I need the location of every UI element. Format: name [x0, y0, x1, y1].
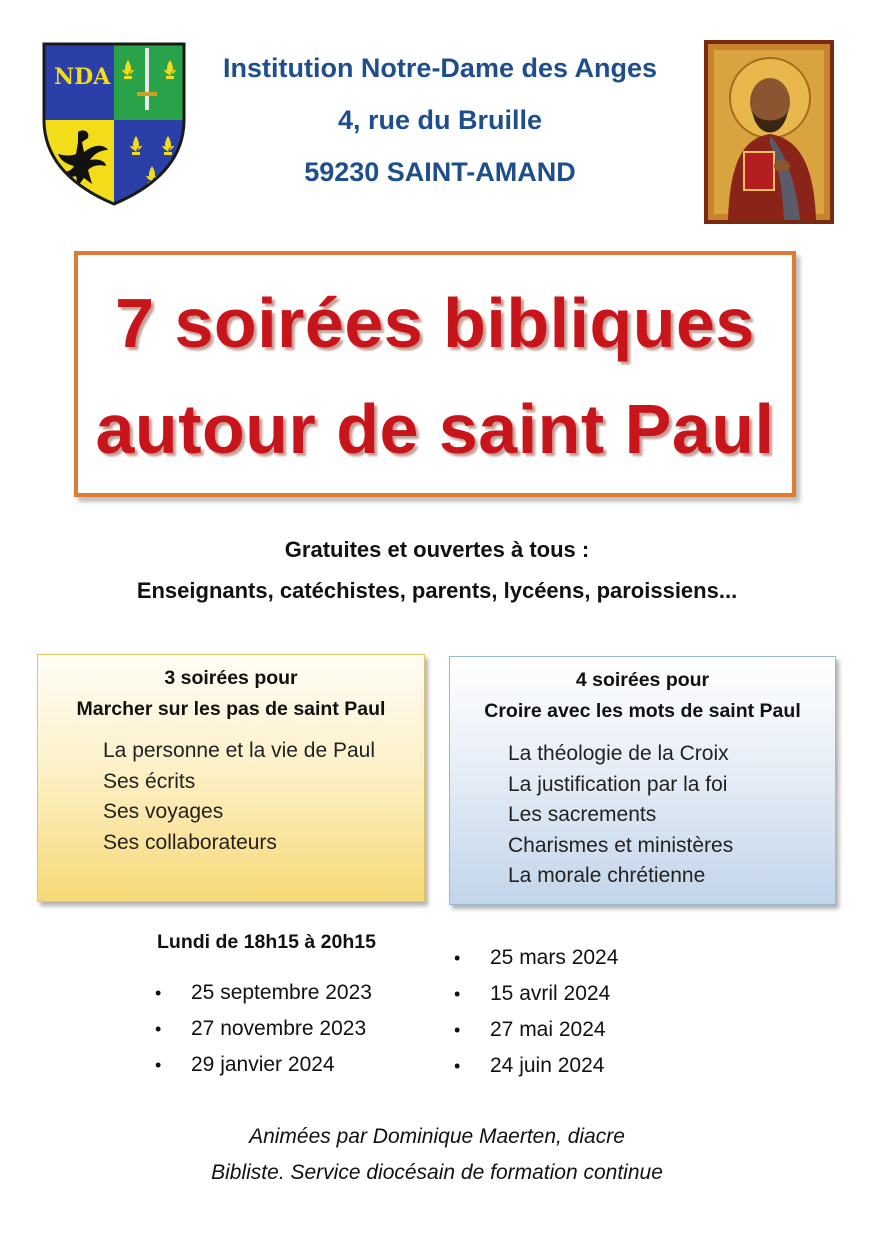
panel-marcher: [37, 654, 425, 902]
date-text: 15 avril 2024: [490, 982, 611, 1005]
footer-line-1: Animées par Dominique Maerten, diacre: [249, 1125, 625, 1148]
list-item: La justification par la foi: [508, 772, 728, 796]
panel-croire: [449, 656, 836, 905]
street-address: 4, rue du Bruille: [337, 105, 543, 135]
panel-left-heading-1: 3 soirées pour: [164, 667, 298, 689]
panel-right-topics: [508, 739, 733, 892]
list-item: La théologie de la Croix: [508, 742, 729, 765]
list-item: La morale chrétienne: [508, 864, 706, 887]
header-address: [190, 44, 690, 200]
bullet-icon: •: [454, 948, 461, 968]
bullet-icon: •: [454, 984, 461, 1004]
list-item: Ses voyages: [103, 800, 224, 823]
date-text: 24 juin 2024: [490, 1054, 605, 1077]
list-item: Charismes et ministères: [508, 833, 734, 857]
list-item: Ses collaborateurs: [103, 830, 277, 854]
bullet-icon: •: [155, 1019, 162, 1039]
panel-left-heading-2: Marcher sur les pas de saint Paul: [76, 698, 386, 720]
saint-paul-icon: [704, 40, 834, 224]
date-text: 29 janvier 2024: [191, 1053, 335, 1076]
list-item: Les sacrements: [508, 803, 657, 826]
date-text: 25 mars 2024: [490, 946, 619, 969]
bullet-icon: •: [454, 1020, 461, 1040]
bullet-icon: •: [155, 983, 162, 1003]
schedule-time: Lundi de 18h15 à 20h15: [157, 931, 376, 953]
intro-line-2: Enseignants, catéchistes, parents, lycéens, paroissiens...: [136, 578, 738, 603]
list-item: Ses écrits: [103, 769, 196, 793]
bullet-icon: •: [155, 1055, 162, 1075]
footer-line-2: Bibliste. Service diocésain de formation continue: [211, 1161, 663, 1184]
panel-right-heading-2: Croire avec les mots de saint Paul: [484, 700, 801, 722]
date-text: 27 mai 2024: [490, 1018, 606, 1041]
intro-line-1: Gratuites et ouvertes à tous :: [284, 537, 590, 562]
crest-shield-icon: [40, 40, 188, 208]
list-item: La personne et la vie de Paul: [103, 739, 376, 762]
crest-letters: NDA: [54, 64, 111, 90]
panel-right-heading-1: 4 soirées pour: [575, 669, 710, 691]
date-text: 25 septembre 2023: [191, 981, 372, 1004]
bullet-icon: •: [454, 1056, 461, 1076]
title-box: [74, 251, 796, 497]
title-line-1: 7 soirées bibliques: [115, 284, 755, 362]
title-line-2: autour de saint Paul: [95, 390, 775, 468]
city-address: 59230 SAINT-AMAND: [304, 157, 576, 187]
panel-left-topics: [103, 736, 375, 858]
date-text: 27 novembre 2023: [191, 1017, 367, 1040]
institution-name: Institution Notre-Dame des Anges: [222, 53, 658, 83]
